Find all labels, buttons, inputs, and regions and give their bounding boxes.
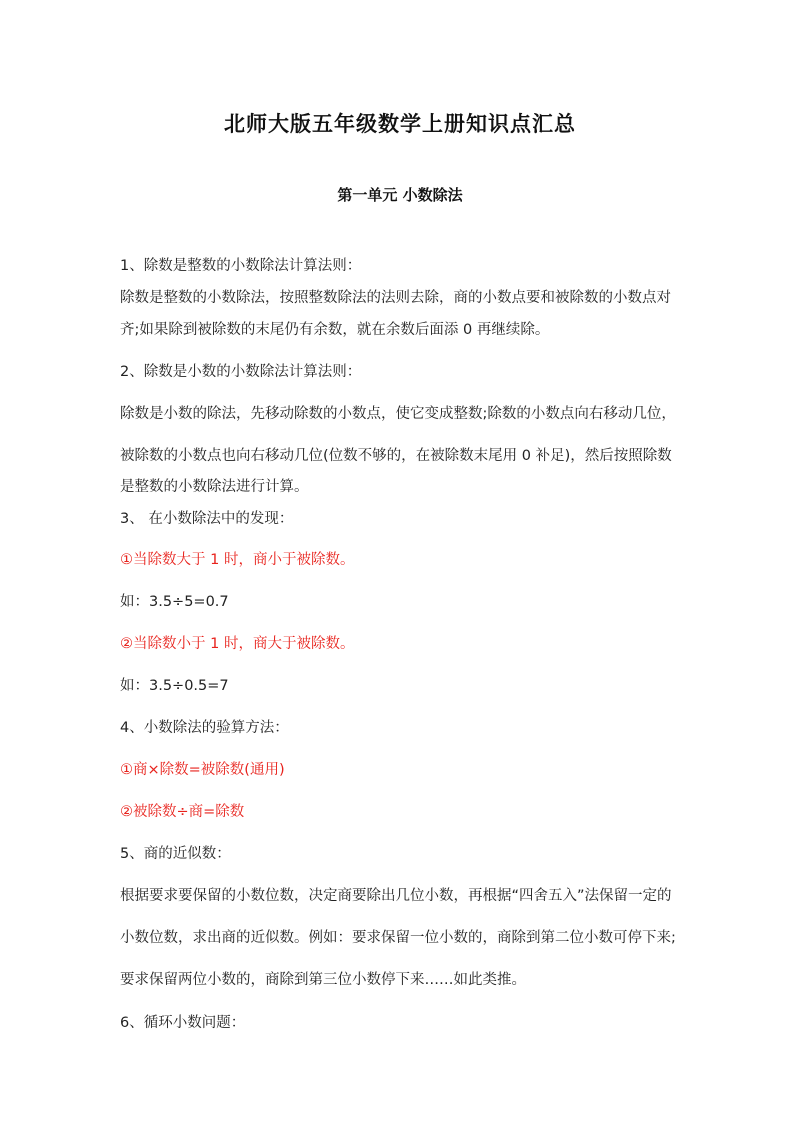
rule-2-text-line-3: 是整数的小数除法进行计算。 <box>120 479 309 495</box>
rule-2-text-line-2: 被除数的小数点也向右移动几位(位数不够的，在被除数末尾用 0 补足)，然后按照除数 <box>120 448 672 464</box>
rule-2-text-line-1: 除数是小数的除法，先移动除数的小数点，使它变成整数;除数的小数点向右移动几位， <box>120 406 676 422</box>
approx-text-line-1: 根据要求要保留的小数位数，决定商要除出几位小数，再根据“四舍五入”法保留一定的 <box>120 888 672 904</box>
rule-1-text-line-2: 齐;如果除到被除数的末尾仍有余数，就在余数后面添 0 再继续除。 <box>120 322 550 338</box>
finding-heading: 3、 在小数除法中的发现： <box>120 511 294 527</box>
document-title: 北师大版五年级数学上册知识点汇总 <box>224 112 576 136</box>
check-method-heading: 4、小数除法的验算方法： <box>120 720 289 736</box>
rule-1-heading: 1、除数是整数的小数除法计算法则： <box>120 258 362 274</box>
finding-1: ①当除数大于 1 时，商小于被除数。 <box>120 552 355 568</box>
approx-text-line-3: 要求保留两位小数的，商除到第三位小数停下来……如此类推。 <box>120 972 526 988</box>
check-method-2: ②被除数÷商=除数 <box>120 804 245 820</box>
finding-2-example: 如：3.5÷0.5=7 <box>120 678 229 694</box>
finding-2: ②当除数小于 1 时，商大于被除数。 <box>120 636 355 652</box>
approx-heading: 5、商的近似数： <box>120 846 231 862</box>
rule-2-heading: 2、除数是小数的小数除法计算法则： <box>120 364 362 380</box>
approx-text-line-2: 小数位数，求出商的近似数。例如：要求保留一位小数的，商除到第二位小数可停下来; <box>120 930 676 946</box>
rule-1-text-line-1: 除数是整数的小数除法，按照整数除法的法则去除，商的小数点要和被除数的小数点对 <box>120 290 671 306</box>
repeating-decimal-heading: 6、循环小数问题： <box>120 1015 246 1031</box>
finding-1-example: 如：3.5÷5=0.7 <box>120 594 229 610</box>
unit-title: 第一单元 小数除法 <box>337 186 463 204</box>
check-method-1: ①商×除数=被除数(通用) <box>120 762 285 778</box>
